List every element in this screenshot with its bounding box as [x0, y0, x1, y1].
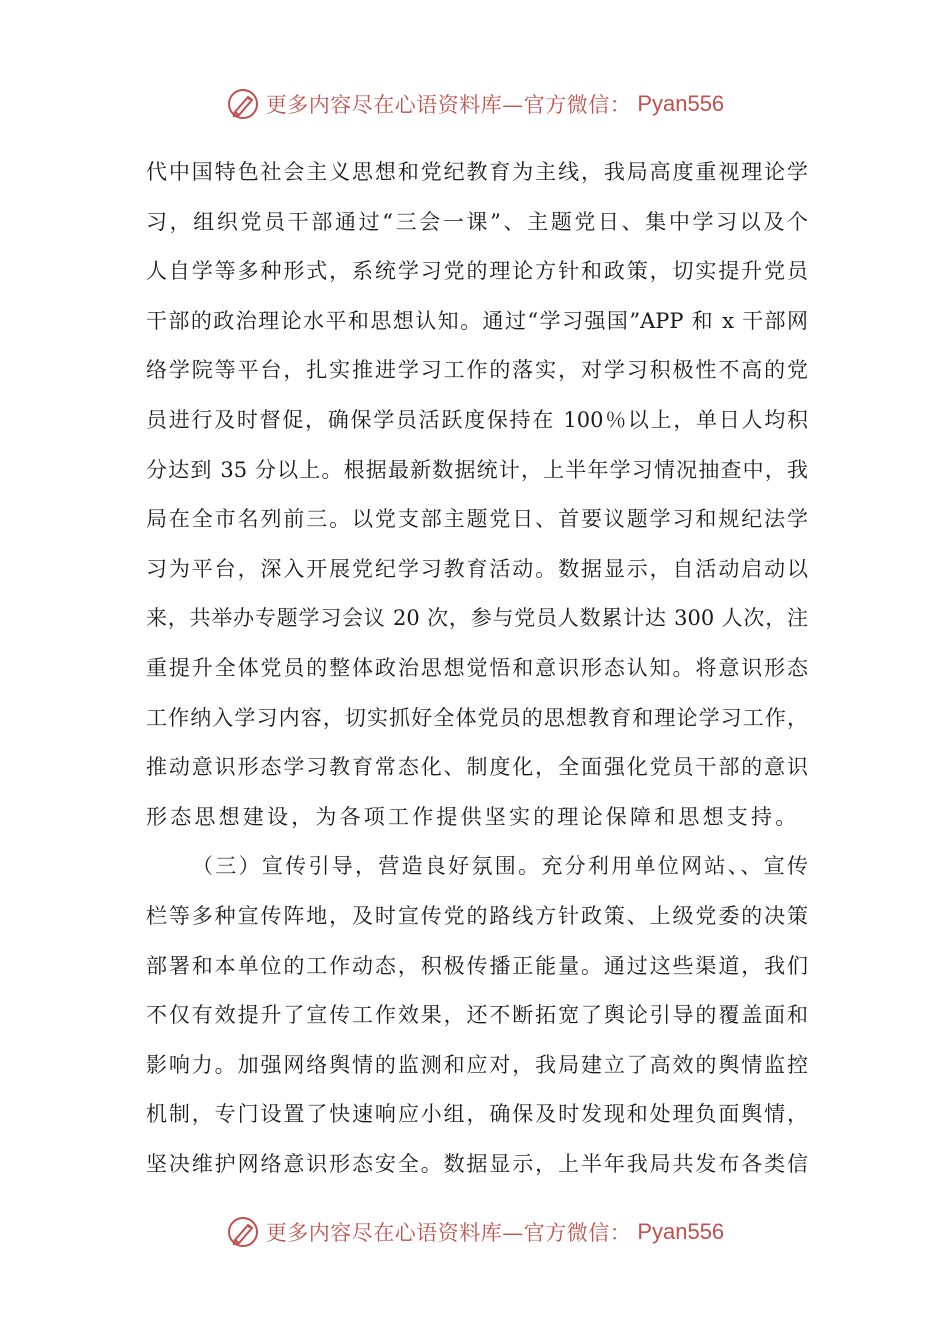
text-line: 络学院等平台，扎实推进学习工作的落实，对学习积极性不高的党	[146, 358, 808, 383]
text-line: 分达到 35 分以上。根据最新数据统计，上半年学习情况抽查中，我	[146, 457, 808, 482]
watermark-brand: Pyan556	[637, 1219, 725, 1244]
text-line: 代中国特色社会主义思想和党纪教育为主线，我局高度重视理论学	[146, 160, 808, 184]
document-body	[146, 148, 808, 1189]
watermark-brand: Pyan556	[637, 91, 725, 116]
text-line: 部署和本单位的工作动态，积极传播正能量。通过这些渠道，我们	[146, 953, 808, 978]
text-line: 来，共举办专题学习会议 20 次，参与党员人数累计达 300 人次，注	[146, 606, 808, 631]
text-line: 重提升全体党员的整体政治思想觉悟和意识形态认知。将意识形态	[146, 655, 808, 680]
text-line: 机制，专门设置了快速响应小组，确保及时发现和处理负面舆情，	[146, 1102, 808, 1127]
section-heading-line: （三）宣传引导，营造良好氛围。充分利用单位网站、、宣传	[192, 854, 808, 879]
header-watermark	[0, 84, 950, 124]
text-line: 栏等多种宣传阵地，及时宣传党的路线方针政策、上级党委的决策	[146, 903, 808, 928]
text-line: 推动意识形态学习教育常态化、制度化，全面强化党员干部的意识	[146, 755, 808, 780]
text-line: 局在全市名列前三。以党支部主题党日、首要议题学习和规纪法学	[146, 507, 808, 532]
pen-logo-icon	[226, 1215, 260, 1249]
text-line: 习为平台，深入开展党纪学习教育活动。数据显示，自活动启动以	[146, 556, 808, 581]
text-line: 干部的政治理论水平和思想认知。通过“学习强国”APP 和 x 干部网	[146, 308, 808, 333]
text-line: 人自学等多种形式，系统学习党的理论方针和政策，切实提升党员	[146, 259, 808, 284]
text-line: 形态思想建设，为各项工作提供坚实的理论保障和思想支持。	[146, 804, 800, 829]
text-line: 坚决维护网络意识形态安全。数据显示，上半年我局共发布各类信	[146, 1151, 808, 1176]
pen-logo-icon	[226, 87, 260, 121]
text-line: 不仅有效提升了宣传工作效果，还不断拓宽了舆论引导的覆盖面和	[146, 1003, 808, 1028]
text-line: 习，组织党员干部通过“三会一课”、主题党日、集中学习以及个	[146, 209, 808, 234]
text-line: 工作纳入学习内容，切实抓好全体党员的思想教育和理论学习工作，	[146, 705, 808, 730]
footer-watermark	[0, 1212, 950, 1252]
text-line: 影响力。加强网络舆情的监测和应对，我局建立了高效的舆情监控	[146, 1052, 808, 1077]
watermark-text: 更多内容尽在心语资料库—官方微信：	[265, 1221, 632, 1245]
watermark-text: 更多内容尽在心语资料库—官方微信：	[265, 93, 632, 117]
text-line: 员进行及时督促，确保学员活跃度保持在 100％以上，单日人均积	[146, 407, 808, 432]
